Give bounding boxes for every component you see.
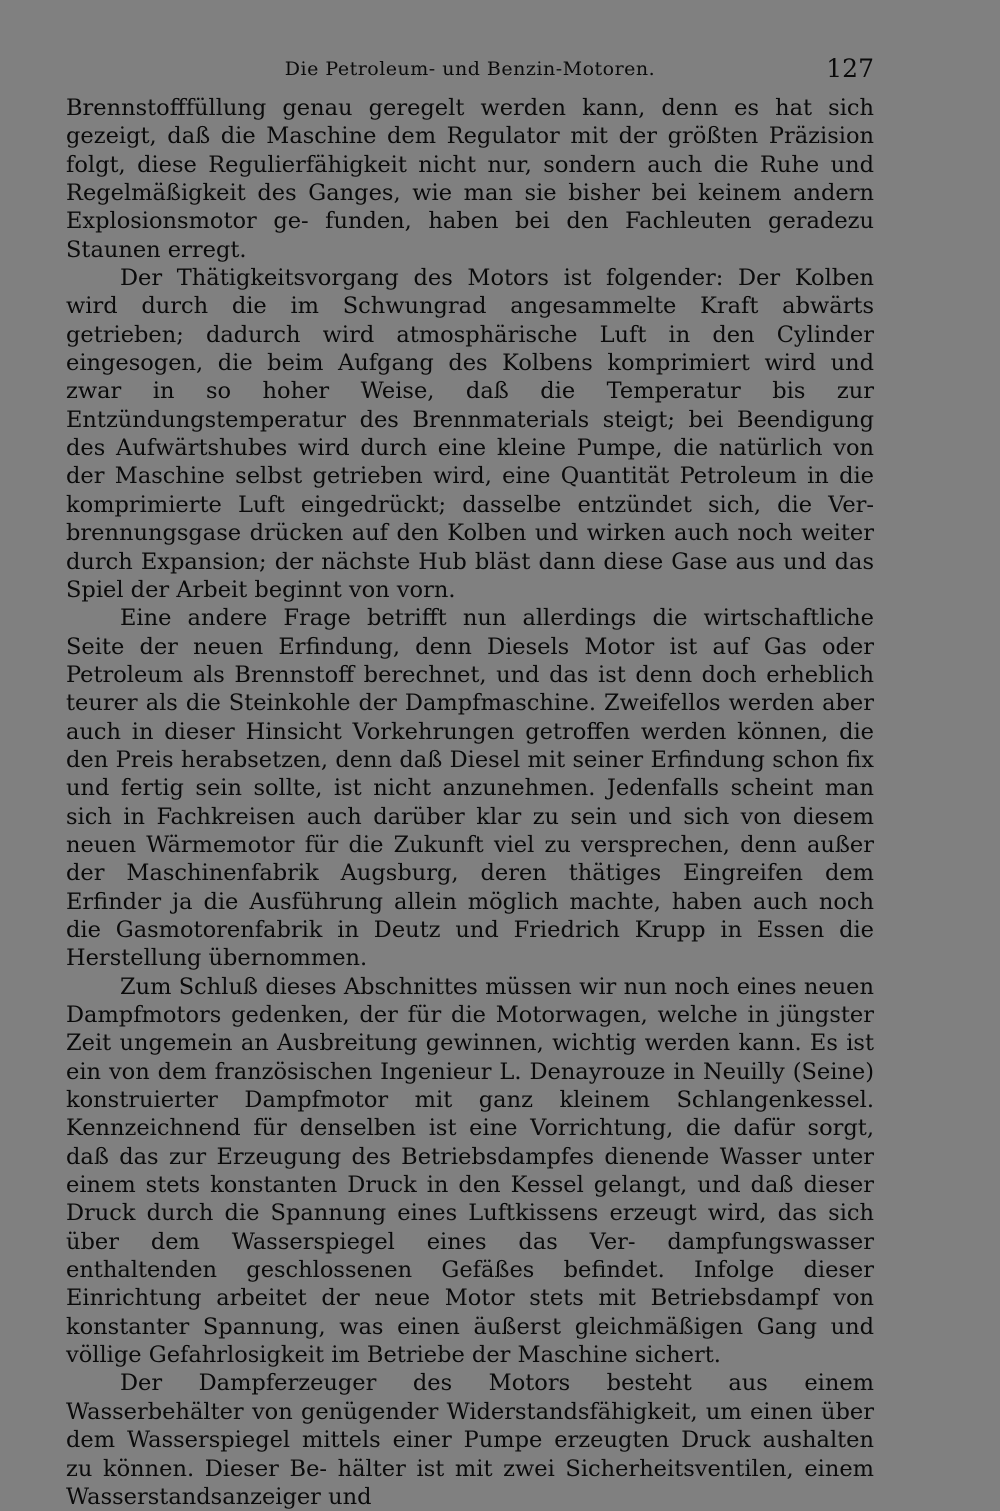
paragraph-1: Brennstofffüllung genau geregelt werden kann, denn es hat sich gezeigt, daß die Maschine dem Regulator mit der größten Präzision folgt, diese Regulierfähigkeit nicht nur, sondern auch die Ruhe und Regelmäßigkeit des Ganges, wie man sie bisher bei keinem andern Explosionsmotor ge- funden, haben bei den Fachleuten geradezu Staunen erregt. <box>66 95 874 263</box>
paragraph-5: Der Dampferzeuger des Motors besteht aus einem Wasserbehälter von genügender Widerstandsfähigkeit, um einen über dem Wasserspiegel mittels einer Pumpe erzeugten Druck aushalten zu können. Dieser Be- hälter ist mit zwei Sicherheitsventilen, einem Wasserstandsanzeiger und <box>66 1370 874 1510</box>
book-page <box>66 54 874 1511</box>
page-number: 127 <box>826 54 874 83</box>
paragraph-4: Zum Schluß dieses Abschnittes müssen wir nun noch eines neuen Dampfmotors gedenken, der für die Motorwagen, welche in jüngster Zeit ungemein an Ausbreitung gewinnen, wichtig werden kann. Es ist ein von dem französischen Ingenieur L. Denayrouze in Neuilly (Seine) konstruierter Dampfmotor mit ganz kleinem Schlangenkessel. Kennzeichnend für denselben ist eine Vorrichtung, die dafür sorgt, daß das zur Erzeugung des Betriebsdampfes dienende Wasser unter einem stets konstanten Druck in den Kessel gelangt, und daß dieser Druck durch die Spannung eines Luftkissens erzeugt wird, das sich über dem Wasserspiegel eines das Ver- dampfungswasser enthaltenden geschlossenen Gefäßes befindet. Infolge dieser Einrichtung arbeitet der neue Motor stets mit Betriebsdampf von konstanter Spannung, was einen äußerst gleichmäßigen Gang und völlige Gefahrlosigkeit im Betriebe der Maschine sichert. <box>66 973 874 1369</box>
paragraph-2: Der Thätigkeitsvorgang des Motors ist folgender: Der Kolben wird durch die im Schwungrad angesammelte Kraft abwärts getrieben; dadurch wird atmosphärische Luft in den Cylinder eingesogen, die beim Aufgang des Kolbens komprimiert wird und zwar in so hoher Weise, daß die Temperatur bis zur Entzündungstemperatur des Brennmaterials steigt; bei Beendigung des Aufwärtshubes wird durch eine kleine Pumpe, die natürlich von der Maschine selbst getrieben wird, eine Quantität Petroleum in die komprimierte Luft eingedrückt; dasselbe entzündet sich, die Ver- brennungsgase drücken auf den Kolben und wirken auch noch weiter durch Expansion; der nächste Hub bläst dann diese Gase aus und das Spiel der Arbeit beginnt von vorn. <box>66 265 874 603</box>
paragraph-3: Eine andere Frage betrifft nun allerdings die wirtschaftliche Seite der neuen Erfindung, denn Diesels Motor ist auf Gas oder Petroleum als Brennstoff berechnet, und das ist denn doch erheblich teurer als die Steinkohle der Dampfmaschine. Zweifellos werden aber auch in dieser Hinsicht Vorkehrungen getroffen werden können, die den Preis herabsetzen, denn daß Diesel mit seiner Erfindung schon fix und fertig sein sollte, ist nicht anzunehmen. Jedenfalls scheint man sich in Fachkreisen auch darüber klar zu sein und sich von diesem neuen Wärmemotor für die Zukunft viel zu versprechen, denn außer der Maschinenfabrik Augsburg, deren thätiges Eingreifen dem Erfinder ja die Ausführung allein möglich machte, haben auch noch die Gasmotorenfabrik in Deutz und Friedrich Krupp in Essen die Herstellung übernommen. <box>66 605 874 972</box>
body-text <box>66 94 874 1511</box>
page-header <box>66 54 874 90</box>
running-title: Die Petroleum- und Benzin-Motoren. <box>284 58 656 80</box>
